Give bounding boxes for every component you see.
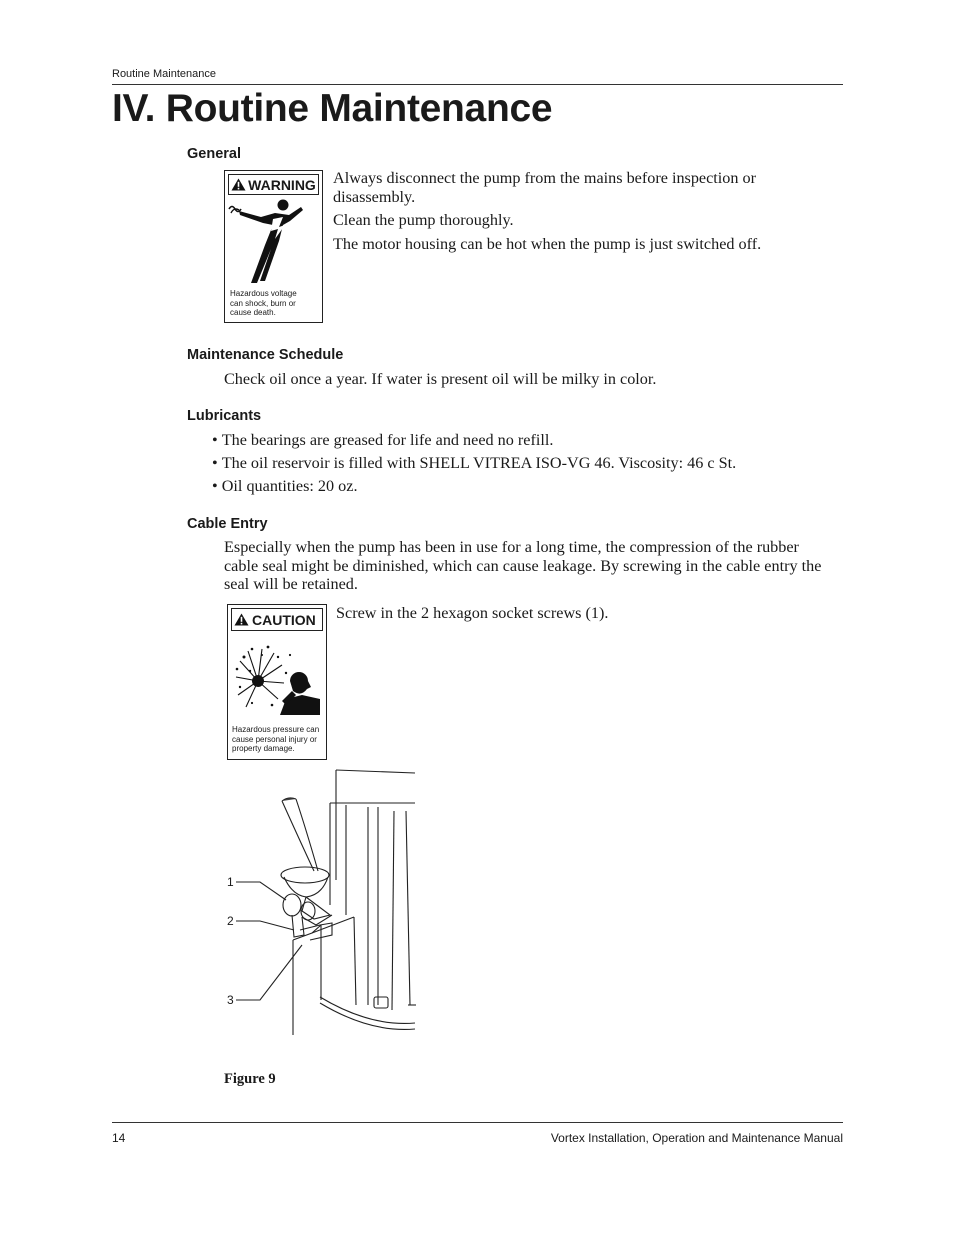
section-heading-lubricants: Lubricants [187, 408, 262, 424]
cable-entry-text: Especially when the pump has been in use for a long time, the compression of the rubber cable seal might be diminished, which can cause leakage. By screwing in the cable entry the seal will be retained. [224, 538, 822, 593]
list-item: • The bearings are greased for life and need no refill. [212, 431, 554, 449]
caution-banner-label: CAUTION [252, 611, 316, 628]
general-paragraph: Always disconnect the pump from the mains before inspection or disassembly. [333, 169, 757, 206]
page-number: 14 [112, 1131, 126, 1145]
page-title: IV. Routine Maintenance [112, 87, 553, 130]
general-paragraph: Clean the pump thoroughly. [333, 211, 514, 229]
explosion-hazard-icon [232, 643, 322, 715]
warning-banner-label: WARNING [248, 176, 316, 193]
section-heading-cable-entry: Cable Entry [187, 516, 268, 532]
footer-rule [112, 1122, 843, 1123]
list-item-text: Oil quantities: 20 oz. [221, 477, 358, 495]
figure-caption: Figure 9 [224, 1071, 276, 1087]
caution-caption-line: property damage. [232, 744, 295, 753]
warning-caption-line: can shock, burn or [230, 298, 296, 308]
warning-caption [230, 289, 297, 318]
caution-caption-line: cause personal injury or [232, 734, 317, 744]
alert-triangle-icon [234, 613, 249, 626]
figure-callout: 3 [227, 993, 234, 1007]
caution-caption [232, 725, 319, 754]
caution-sign [227, 604, 327, 760]
list-item-text: The bearings are greased for life and need no refill. [221, 431, 554, 449]
warning-caption-line: Hazardous voltage [230, 289, 297, 298]
general-text [333, 169, 803, 253]
section-heading-maintenance-schedule: Maintenance Schedule [187, 347, 344, 363]
warning-sign [224, 170, 323, 323]
section-heading-general: General [187, 146, 241, 162]
figure-callout: 2 [227, 914, 234, 928]
list-item: • The oil reservoir is filled with SHELL VITREA ISO-VG 46. Viscosity: 46 c St. [212, 454, 737, 472]
caution-caption-line: Hazardous pressure can [232, 725, 320, 734]
general-paragraph: The motor housing can be hot when the pump is just switched off. [333, 234, 762, 253]
running-header: Routine Maintenance [112, 68, 216, 80]
alert-triangle-icon [231, 178, 246, 191]
cable-entry-instruction: Screw in the 2 hexagon socket screws (1). [336, 604, 609, 622]
lubricants-list [212, 431, 736, 500]
list-item-text: The oil reservoir is filled with SHELL VITREA ISO-VG 46. Viscosity: 46 c St. [221, 454, 737, 472]
list-item: • Oil quantities: 20 oz. [212, 477, 358, 495]
warning-banner [228, 174, 319, 195]
caution-banner [231, 608, 323, 631]
footer-manual-title: Vortex Installation, Operation and Maintenance Manual [550, 1131, 843, 1145]
warning-caption-line: cause death. [230, 308, 276, 317]
header-rule [112, 84, 843, 85]
figure-callout: 1 [227, 875, 234, 889]
pump-cable-entry-figure [220, 765, 420, 1040]
maintenance-schedule-text: Check oil once a year. If water is present oil will be milky in color. [224, 370, 657, 388]
electric-shock-icon [227, 195, 319, 289]
